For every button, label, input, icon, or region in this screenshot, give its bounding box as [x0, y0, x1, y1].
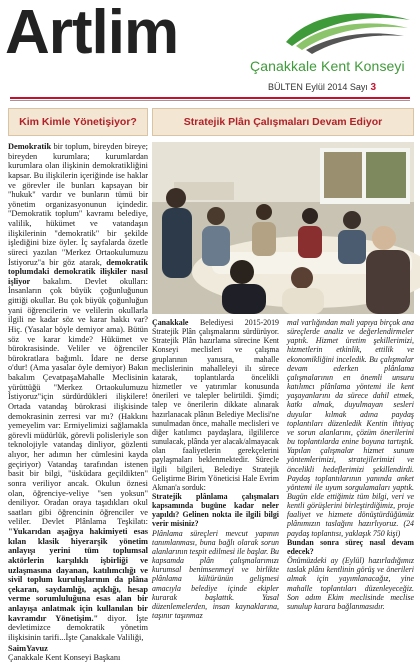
- left-article-lead: Demokratik: [8, 142, 52, 151]
- right-article-columns: [152, 318, 414, 620]
- answer-2: Önümüzdeki ay (Eylül) hazırladığımız taslak plânı kentlinin görüş ve önerileri almak için yayımlanacağız, yine mahalle toplantıları düzenleyeceğiz. Son adım Ekim meclisinde meclise sunulup karara bağlanmasıdır.: [287, 556, 414, 611]
- left-article-text-2: bakalım. Devlet okulları: İnsanların çok büyük çoğunluğunun gittiği okullar. Bu çok büyük çoğunluğun yani öğrencilerin ve velilerin okullarla ilgili ne kadar söz ve karar hakkı var? Hiç. (Yasalar böyle demiyor ama). Bütün söz ve karar kimde? Hükümet ve bürokrasisinde. Veliler ve öğrenciler bürokratlara bağımlı. İdare ne derse o'dur! (Ama yasalar öyle demiyor) Bakın bakalım ÇevatpaşaMahalle Meclisinin yürüttüğü "Merkez Ortaokulumuzu İstiyoruz"için sürdürdükleri ilişkilere! Ortada vatandaş bürokrasi ilişkisinde demokrasinin zerresi var mı? (Hakkını yemeyelim var: Ermiyelimizi sağlamakla görevli müdürlük, görevli polisleriyle son teknolojiyle vatandaş dinliyor, gözlenti alıyor, her adımın her cümlesini kayda geçiriyor) Vatandaş tarafından istenen basit bir bilgi, "üsküdara geçildikten" sonra veriliyor ancak. Okulun öznesi olan, öğrenciye-veliye "sen yoksun" deniliyor. Oradan oraya taşıdıkları okul saatları gibi öğrencinin öğrenciler ve veliler. Devlet Plânlama Teşkilatı:: [8, 276, 148, 527]
- issue-date: Eylül 2014: [305, 82, 348, 92]
- left-article-body: [8, 142, 148, 663]
- issue-line: [268, 82, 376, 93]
- right-article-col-1: [152, 318, 279, 620]
- masthead-rule-thin: [10, 100, 410, 101]
- left-article-text-3: diyor. İşte devletimizce demokratik yönetim ilişkisinin tarifi...İşte Çanakkale Valiliği,: [8, 613, 148, 642]
- left-article-text-1: bir toplum, bireyden bireye; bireyden kurumlara; kurumlardan kurumlara olan ilişkinin demokratikliğini kapsar. Bu ilişkilerin içeriğinde ise haklar ve görevler ile bunları kapsayan bir "hukuk" vardır ve bunların tümü bir yönetim organizasyonunun içindedir. "Demokratik toplum" kavramı belediye, valilik, hükümet ve vatandaşın ilişkilerinin "demokratik" bir şekilde işlediğini bize öyler. İç sayfalarda özetle süreci yazılan "Merkez Ortaokulumuzu İstiyoruz"a bir göz atarak,: [8, 142, 148, 267]
- issue-no-label: Sayı: [349, 82, 368, 92]
- logo-subtitle: Çanakkale Kent Konseyi: [250, 58, 405, 74]
- right-article-title: Stratejik Plân Çalışmaları Devam Ediyor: [152, 108, 414, 136]
- issue-number: 3: [370, 82, 376, 93]
- left-article: [8, 108, 148, 663]
- left-article-title: Kim Kimle Yönetişiyor?: [8, 108, 148, 136]
- masthead-rule: [10, 97, 410, 99]
- signature-role: Çanakkale Kent Konseyi Başkanı: [8, 653, 121, 663]
- right-article-text-1: Belediyesi 2015-2019 Stratejik Plân çalışmalarını sürdürüyor. Stratejik Plân hazırlama sürecine Kent Konseyi meclisleri ve çalışma gruplarının yanısıra, mahalle meclislerinin mahalleleyi ilı sürece katarak, toplantılarda öncelikli hizmetler ve yatırımlar konusunda önerileri ve talepler belirtildi. Şimdi; talep ve önerilerin dikkate alınarak hazırlanacak plânın Belediye Meclisi'ne sunulmadan önce, mahalle meclisleri ve diğer katılımcı paydaşlara, ilgililerce sunulacak, plânda yer alacak/almayacak olan faaliyetlerin gerekçelerini paylaşmaları beklenmektedir. Sürecle ilgili bilgileri, Belediye Stratejik Geliştirme Birim Yöneticisi Hale Evrim Akman'a sorduk:: [152, 318, 279, 492]
- answer-1-cont: mal varlığından mali yapıya birçok ana süreçlerde analiz ve değerlendirmeler yaptık. Hizmet üretim şekillerimizi, hizmetlerin etkinlik, ettilik ve ekonomikliğini inceledik. Bu çalışmalar devam ederken plânlama çalışmalarının en önemli unsuru katılımcı plânlama yöntemi ile kent yaşayanlarını da sürece dahil etmek, katkı almak, duyulmayan sesleri duyular kılmak adına paydaş toplantıları düzenledik Kentin ihtiyaç ve sorun alanlarını, çözüm önerilerini bu toplantılarda enine boyuna tartıştık. Yapılan çalışmalar hizmet sunum yöntemlerimizi, stratejilerimizi ve öncelikli hedeflerimizi şekillendirdi. Paydaş toplantılarının yanında anket yöntemi ile uyum sorgulamaları yaptık. Bugün elde ettiğimiz tüm bilgi, veri ve kentli görüşlerini birleştirdiğimiz, proje faaliyet ve hizmete dönüştürdüğümüz plânımızın taslağını hazırlıyoruz. (24 paydaş toplantısı, yaklaşık 750 kişi): [287, 318, 414, 538]
- workshop-photo: [152, 142, 414, 314]
- masthead: [0, 0, 420, 100]
- signature-name: SaimYavuz: [8, 643, 48, 653]
- left-article-bold-3: "Yukarıdan aşağıya hakimiyeti esas kılan klasik hiyerarşik yönetim anlayışı yerini tüm toplumsal aktörlerin karşılıklı işbirliği ve uzlaşmasına dayanan, katılımcılığı ve sivil toplum kuruluşlarının da plâna çekaran, saydamlığı, açıklığı, hesap verme sorumluluğuna esas alan bir anlayışa anlatmak için kullanılan bir kavramdır Yönetişim.": [8, 527, 148, 623]
- logo-wordmark: Artlim: [5, 0, 179, 67]
- answer-1: Plânlama süreçleri mevcut yapının tanımlanması, buna bağlı olarak sorun alanlarının tespit edilmesi ile başlar. Bu kapsamda plân çalışmalarımızı kurumsal benimsenmeyi ve birlikte plânlama kültürünün gelişmesi amacıyla belediye içinde ekipler kurarak başlattık. Yasal düzenlemelerden, insan kaynaklarına, taşınır taşınmaz: [152, 528, 279, 620]
- left-article-bold-2: demokratik toplumdaki demokratik ilişkiler nasıl işliyor: [8, 257, 148, 286]
- issue-label: BÜLTEN: [268, 82, 303, 92]
- swoosh-logo-icon: [282, 6, 414, 58]
- workshop-photo-image: [152, 142, 414, 314]
- signature: [8, 644, 148, 663]
- right-article-lead: Çanakkale: [152, 318, 189, 327]
- right-article-col-2: [287, 318, 414, 620]
- question-2: Bundan sonra süreç nasıl devam edecek?: [287, 537, 414, 556]
- right-article: [152, 108, 414, 620]
- question-1: Stratejik plânlama çalışmaları kapsamında bugüne kadar neler yapıldı? Gelinen nokta ile ilgili bilgi verir misiniz?: [152, 491, 279, 529]
